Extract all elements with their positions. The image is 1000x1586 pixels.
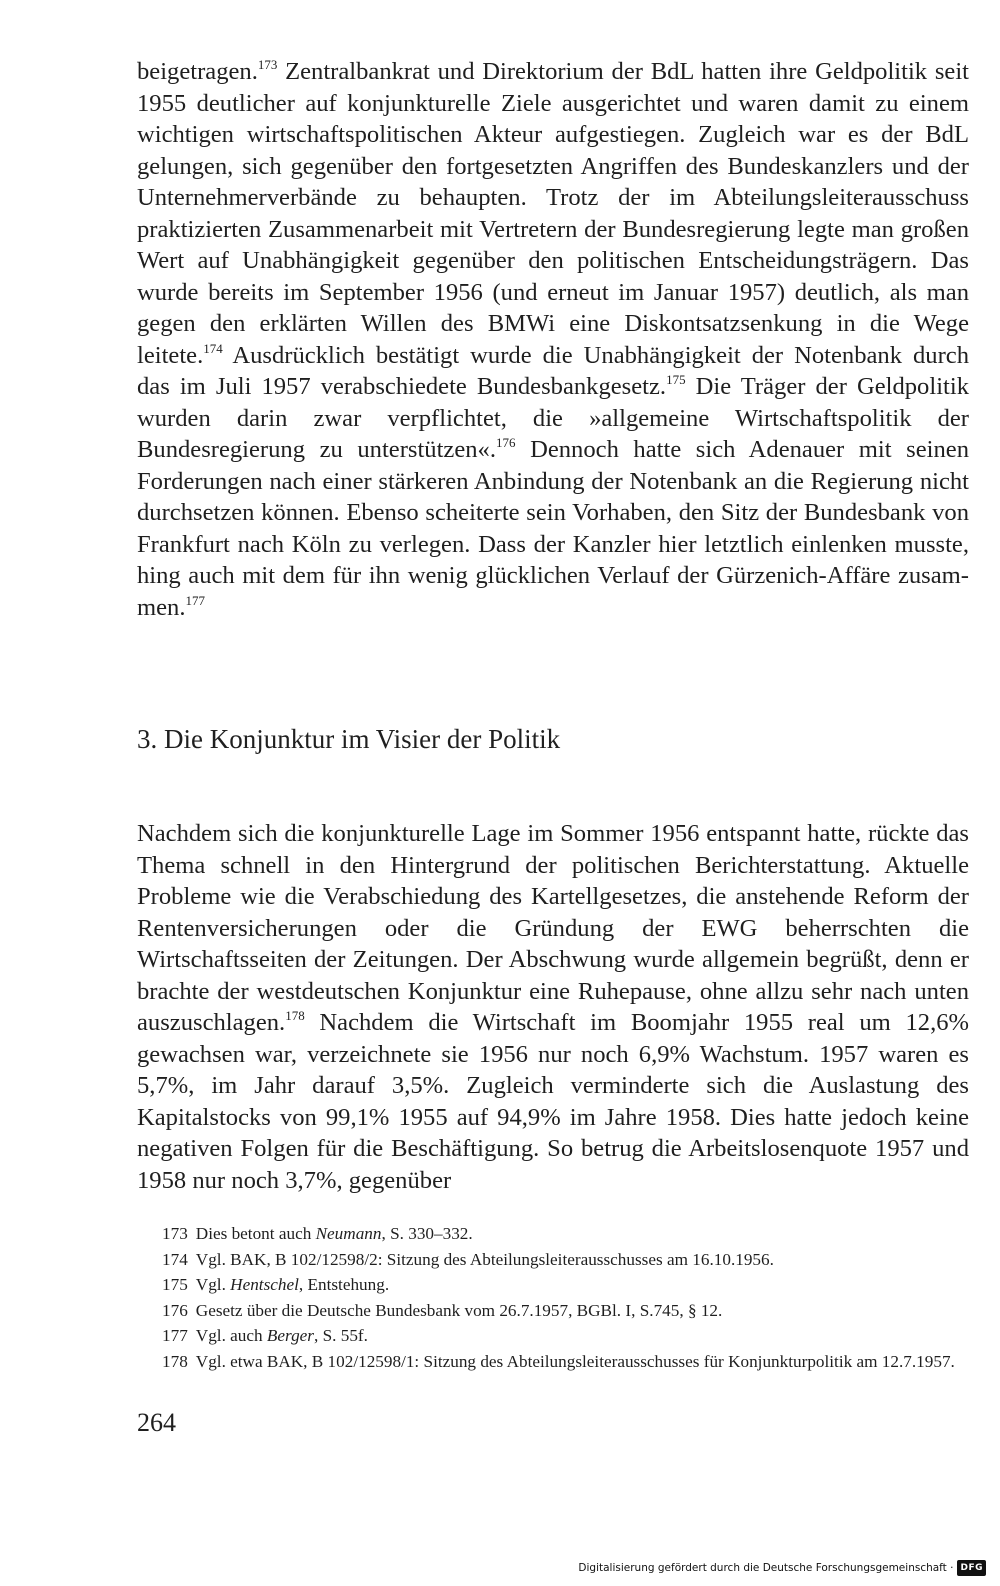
footnote-number: 174 — [162, 1249, 188, 1269]
paragraph-text: Zentralbankrat und Direktorium der BdL hatten ihre Geldpolitik seit 1955 deutlicher auf konjunkturelle Ziele ausgerichtet und waren damit zu einem wichtigen wirtschaftspolitischen Akteur aufgestiegen. Zugleich war es der BdL gelungen, sich gegenüber den fortgesetzten Angriffen des Bundeskanzlers und der Unternehmerverbände zu behaupten. Trotz der im Abteilungsleiterausschuss praktizierten Zusammenarbeit mit Vertretern der Bundesregierung legte man großen Wert auf Unabhängigkeit gegenüber den politischen Entscheidungsträgern. Das wurde bereits im September 1956 (und erneut im Januar 1957) deutlich, als man gegen den erklärten Willen des BMWi eine Diskontsatzsenkung in die Wege leitete. — [137, 58, 969, 369]
footnote-item — [137, 1323, 969, 1349]
footnote-ref[interactable]: 176 — [496, 435, 516, 450]
footnote-item — [137, 1272, 969, 1298]
footnote-item — [137, 1349, 969, 1375]
footnote-ref[interactable]: 173 — [257, 57, 278, 72]
footnote-item — [137, 1247, 969, 1273]
footnote-author: Berger — [266, 1326, 314, 1345]
footnote-number: 173 — [162, 1224, 188, 1243]
paragraph-text: Nachdem die Wirtschaft im Boomjahr 1955 real um 12,6% gewachsen war, verzeichnete sie 1956 nur noch 6,9% Wachstum. 1957 waren es 5,7%, im Jahr darauf 3,5%. Zugleich verminderte sich die Auslastung des Kapitalstocks von 99,1% 1955 auf 94,9% im Jahre 1958. Dies hatte jedoch keine negativen Folgen für die Beschäftigung. So betrug die Arbeitslosenquote 1957 und 1958 nur noch 3,7%, gegenüber — [137, 1009, 969, 1194]
footnote-number: 176 — [162, 1300, 188, 1320]
footnote-item — [137, 1298, 969, 1324]
footnote-text: Vgl. etwa BAK, B 102/12598/1: Sitzung des Abteilungsleiterausschusses für Konjunkturpolitik am 12.7.1957. — [195, 1351, 955, 1371]
footnote-number: 178 — [162, 1351, 188, 1371]
body-paragraph — [137, 818, 969, 1196]
footnote-number: 175 — [162, 1275, 188, 1294]
footnote-text: Vgl. auch — [195, 1326, 267, 1345]
credit-text: Digitalisierung gefördert durch die Deutsche Forschungsgemeinschaft · — [578, 1562, 954, 1574]
paragraph-text: Die Träger der Geldpolitik wurden darin zwar verpflichtet, die »allgemeine Wirtschaftspolitik der Bundesregierung zu unterstützen«. — [137, 373, 969, 463]
dfg-logo-icon: DFG — [957, 1560, 986, 1576]
footnote-text: , S. 55f. — [314, 1326, 368, 1345]
footnote-text: Vgl. BAK, B 102/12598/2: Sitzung des Abteilungsleiterausschusses am 16.10.1956. — [195, 1249, 774, 1269]
footnote-item — [137, 1221, 969, 1247]
paragraph-text: Dennoch hatte sich Adenauer mit seinen Forderungen nach einer stärkeren Anbindung der Notenbank an die Regierung nicht durchsetzen können. Ebenso scheiterte sein Vorhaben, den Sitz der Bundesbank von Frankfurt nach Köln zu verlegen. Dass der Kanzler hier letztlich einlenken musste, hing auch mit dem für ihn wenig glücklichen Verlauf der Gürzenich-Affäre zusammen. — [137, 436, 969, 621]
body-paragraph — [137, 56, 969, 623]
footnotes-list — [137, 1221, 969, 1374]
page-number: 264 — [137, 1408, 176, 1437]
paragraph-text: Ausdrücklich bestätigt wurde die Unabhängigkeit der Notenbank durch das im Juli 1957 verabschiedete Bundesbankgesetz. — [137, 341, 969, 400]
footnote-text: , S. 330–332. — [381, 1224, 473, 1243]
footnote-text: , Entstehung. — [298, 1275, 390, 1294]
footnote-author: Neumann — [315, 1224, 382, 1243]
footnote-ref[interactable]: 174 — [203, 340, 223, 356]
footnote-text: Vgl. — [195, 1275, 231, 1294]
footnote-number: 177 — [162, 1326, 188, 1345]
section-heading: 3. Die Konjunktur im Visier der Politik — [137, 724, 561, 754]
paragraph-text: Nachdem sich die konjunkturelle Lage im Sommer 1956 entspannt hatte, rückte das Thema schnell in den Hintergrund der politischen Berichterstattung. Aktuelle Probleme wie die Verabschiedung des Kartellgesetzes, die anstehende Reform der Rentenversicherungen oder die Gründung der EWG beherrschten die Wirtschaftsseiten der Zeitungen. Der Abschwung wurde allgemein begrüßt, denn er brachte der westdeutschen Konjunktur eine Ruhepause, ohne allzu sehr nach unten auszuschlagen. — [137, 820, 969, 1036]
footnote-ref[interactable]: 178 — [285, 1008, 305, 1023]
footnote-text: Dies betont auch — [195, 1224, 316, 1243]
footnote-ref[interactable]: 177 — [185, 592, 205, 608]
footnote-author: Hentschel — [230, 1275, 299, 1294]
footnote-text: Gesetz über die Deutsche Bundesbank vom 26.7.1957, BGBl. I, S.745, § 12. — [195, 1300, 723, 1320]
digitization-credit — [578, 1560, 986, 1576]
paragraph-text: beigetragen. — [137, 58, 258, 85]
footnote-ref[interactable]: 175 — [666, 372, 686, 387]
